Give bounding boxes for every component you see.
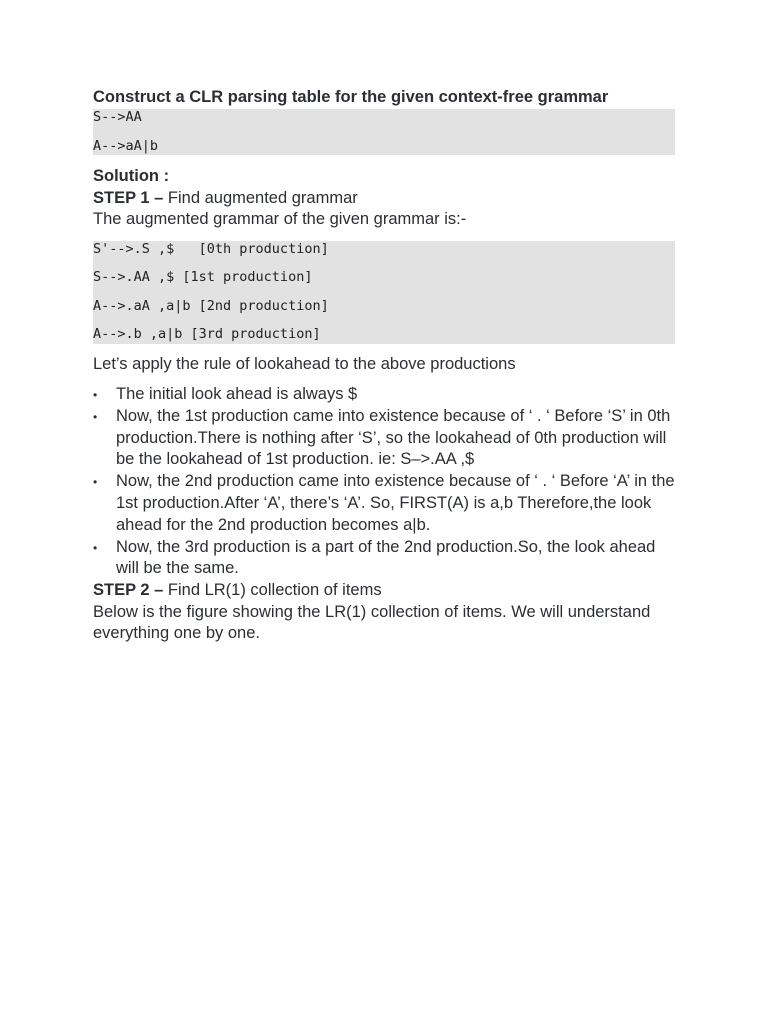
document-page bbox=[93, 86, 675, 645]
bullet-icon: • bbox=[93, 409, 98, 424]
augmented-line: A-->.b ,a|b [3rd production] bbox=[93, 326, 321, 343]
augmented-intro: The augmented grammar of the given grammar is:- bbox=[93, 210, 467, 228]
bullet-icon: • bbox=[93, 540, 98, 555]
step1-label: STEP 1 – bbox=[93, 188, 164, 207]
document-title: Construct a CLR parsing table for the given context-free grammar bbox=[93, 88, 609, 106]
solution-heading: Solution : bbox=[93, 167, 170, 185]
list-item bbox=[93, 406, 675, 471]
list-item-text: Now, the 1st production came into existence because of ‘ . ‘ Before ‘S’ in 0th production.There is nothing after ‘S’, so the lookahead of 0th production will be the lookahead of 1st production. ie: S–>.AA ,$ bbox=[116, 406, 671, 469]
step2-label: STEP 2 – bbox=[93, 581, 164, 600]
bullet-icon: • bbox=[93, 475, 98, 490]
step2-text: Find LR(1) collection of items bbox=[163, 581, 382, 600]
list-item-text: Now, the 3rd production is a part of the 2nd production.So, the look ahead will be the same. bbox=[116, 537, 656, 578]
list-item bbox=[93, 384, 675, 406]
lookahead-bullet-list bbox=[93, 384, 675, 580]
list-item bbox=[93, 471, 675, 536]
step1-text: Find augmented grammar bbox=[163, 188, 358, 207]
grammar-line: S-->AA bbox=[93, 109, 142, 125]
step2-heading bbox=[93, 580, 675, 602]
lookahead-intro: Let’s apply the rule of lookahead to the above productions bbox=[93, 354, 516, 373]
augmented-code-block bbox=[93, 241, 675, 344]
closing-paragraph: Below is the figure showing the LR(1) collection of items. We will understand everything one by one. bbox=[93, 602, 651, 643]
augmented-line: A-->.aA ,a|b [2nd production] bbox=[93, 297, 329, 314]
list-item-text: The initial look ahead is always $ bbox=[116, 385, 358, 403]
list-item bbox=[93, 537, 675, 581]
grammar-line: A-->aA|b bbox=[93, 137, 159, 154]
augmented-line: S'-->.S ,$ [0th production] bbox=[93, 240, 329, 257]
step1-heading bbox=[93, 188, 675, 210]
grammar-code-block bbox=[93, 109, 675, 155]
bullet-icon: • bbox=[93, 388, 98, 402]
list-item-text: Now, the 2nd production came into existence because of ‘ . ‘ Before ‘A’ in the 1st production.After ‘A’, there’s ‘A’. So, FIRST(A) is a,b Therefore,the look ahead for the 2nd production becomes a|b. bbox=[116, 472, 675, 534]
augmented-line: S-->.AA ,$ [1st production] bbox=[93, 269, 313, 286]
